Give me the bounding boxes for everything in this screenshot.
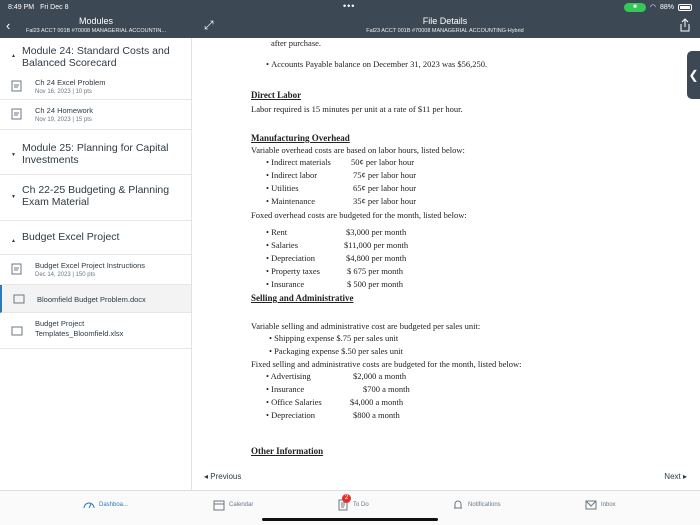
module-24-title: Module 24: Standard Costs and Balanced Scorecard	[22, 45, 170, 69]
row-name: Insurance	[271, 384, 305, 394]
sa-fixed-text: Fixed selling and administrative costs are budgeted for the month, listed below:	[251, 359, 522, 369]
multitask-dots-icon[interactable]: •••	[343, 1, 356, 11]
assignment-icon	[11, 108, 23, 120]
modules-sidebar	[0, 38, 192, 490]
row-text: Shipping expense $.75 per sales unit	[274, 333, 399, 343]
other-info-heading: Other Information	[251, 446, 324, 456]
fix-val: $4,800 per month	[346, 253, 407, 263]
sa-fix-val: $4,000 a month	[350, 397, 404, 407]
share-icon[interactable]	[679, 18, 691, 32]
wifi-icon: ◠	[649, 4, 656, 11]
var-row: • Maintenance	[266, 196, 316, 206]
list-item[interactable]	[0, 313, 191, 349]
panel-toggle-chevron-icon[interactable]: ❮	[687, 51, 700, 99]
app-header	[0, 14, 700, 38]
tab-label: To Do	[353, 502, 369, 508]
variable-overhead-text: Variable overhead costs are based on labor hours, listed below:	[251, 145, 465, 155]
item-title: Budget Excel Project Instructions	[35, 261, 146, 270]
document-viewer[interactable]	[193, 38, 700, 462]
item-meta: Nov 16, 2023 | 10 pts	[35, 89, 92, 95]
tab-calendar[interactable]	[213, 499, 253, 511]
sa-fix-val: $800 a month	[353, 410, 400, 420]
ap-text: Accounts Payable balance on December 31, 2023 was $56,250.	[271, 59, 488, 69]
item-meta: Nov 19, 2023 | 15 pts	[35, 117, 92, 123]
modules-subtitle: Fal23 ACCT 001B #70008 MANAGERIAL ACCOUNTIN...	[25, 28, 166, 34]
pager	[193, 462, 700, 490]
var-val: 35¢ per labor hour	[353, 196, 417, 206]
status-bar	[0, 0, 700, 14]
row-name: Office Salaries	[271, 397, 322, 407]
calendar-icon	[213, 499, 225, 511]
fix-val: $ 675 per month	[347, 266, 403, 276]
row-name: Indirect materials	[271, 157, 331, 167]
sa-fix-row: • Depreciation	[266, 410, 316, 420]
sa-fix-val: $700 a month	[363, 384, 410, 394]
tab-notifications[interactable]	[452, 499, 501, 511]
tab-label: Dashboa...	[99, 502, 129, 508]
modules-title: Modules	[78, 16, 114, 26]
mfg-overhead-heading: Manufacturing Overhead	[251, 133, 350, 143]
tab-label: Inbox	[601, 502, 616, 508]
next-label: Next	[664, 472, 681, 481]
row-name: Salaries	[271, 240, 299, 250]
home-indicator[interactable]	[262, 518, 438, 521]
sa-fix-row: • Advertising	[266, 371, 311, 381]
sa-fix-row: • Insurance	[266, 384, 305, 394]
row-name: Depreciation	[271, 410, 316, 420]
fix-val: $ 500 per month	[347, 279, 403, 289]
var-val: 50¢ per labor hour	[351, 157, 415, 167]
row-name: Maintenance	[271, 196, 316, 206]
tab-inbox[interactable]	[585, 499, 616, 511]
module-budget-title: Budget Excel Project	[22, 231, 120, 243]
tab-bar	[0, 490, 700, 525]
row-text: Packaging expense $.50 per sales unit	[274, 346, 403, 356]
row-name: Indirect labor	[271, 170, 318, 180]
item-meta: Dec 14, 2023 | 150 pts	[35, 272, 96, 278]
module-ch22-header[interactable]	[0, 175, 191, 221]
expand-icon[interactable]: ⤢	[204, 18, 214, 32]
status-date: Fri Dec 8	[40, 3, 69, 11]
collapse-triangle-icon: ▲	[11, 238, 16, 244]
doc-bullet: • Accounts Payable balance on December 31, 2023 was $56,250.	[266, 59, 488, 69]
var-val: 65¢ per labor hour	[353, 183, 417, 193]
next-button[interactable]: Next ▸	[664, 472, 687, 481]
assignment-icon	[11, 263, 23, 275]
fix-row: • Insurance	[266, 279, 305, 289]
row-name: Property taxes	[271, 266, 320, 276]
file-details-title: File Details	[422, 16, 468, 26]
module-budget-header[interactable]	[0, 221, 191, 255]
back-chevron-icon[interactable]: ‹	[6, 18, 11, 33]
todo-badge: 2	[342, 494, 351, 503]
dashboard-icon	[83, 499, 95, 511]
battery-percent: 88%	[659, 3, 674, 11]
var-val: 75¢ per labor hour	[353, 170, 417, 180]
sa-fix-val: $2,000 a month	[353, 371, 407, 381]
direct-labor-text: Labor required is 15 minutes per unit at a rate of $11 per hour.	[251, 104, 463, 114]
file-icon	[13, 293, 25, 305]
list-item[interactable]	[0, 255, 191, 285]
item-title: Budget Project Templates_Bloomfield.xlsx	[35, 319, 124, 338]
var-row: • Indirect labor	[266, 170, 318, 180]
selling-admin-heading: Selling and Administrative	[251, 293, 354, 303]
direct-labor-heading: Direct Labor	[251, 90, 302, 100]
previous-button[interactable]: ◂ Previous	[204, 472, 242, 481]
doc-line: after purchase.	[271, 38, 322, 48]
inbox-icon	[585, 499, 597, 511]
fix-row: • Rent	[266, 227, 288, 237]
expand-triangle-icon: ▼	[11, 152, 16, 158]
tab-label: Calendar	[229, 502, 254, 508]
fix-row: • Depreciation	[266, 253, 316, 263]
var-row: • Indirect materials	[266, 157, 331, 167]
fix-row: • Property taxes	[266, 266, 320, 276]
item-title: Ch 24 Excel Problem	[35, 78, 106, 87]
row-name: Insurance	[271, 279, 305, 289]
row-name: Depreciation	[271, 253, 316, 263]
module-ch22-title: Ch 22-25 Budgeting & Planning Exam Material	[22, 184, 170, 208]
module-24-header[interactable]	[0, 38, 191, 82]
fix-row: • Salaries	[266, 240, 299, 250]
expand-triangle-icon: ▼	[11, 194, 16, 200]
item-title: Ch 24 Homework	[35, 106, 93, 115]
item-title: Bloomfield Budget Problem.docx	[37, 295, 146, 304]
var-row: • Utilities	[266, 183, 299, 193]
row-name: Advertising	[270, 371, 311, 381]
bell-icon	[452, 499, 464, 511]
collapse-triangle-icon: ▲	[11, 53, 16, 59]
status-time: 8:49 PM	[8, 3, 35, 11]
camera-indicator-icon: ■	[624, 3, 646, 12]
tab-label: Notifications	[468, 502, 501, 508]
row-name: Rent	[271, 227, 288, 237]
row-name: Utilities	[271, 183, 299, 193]
fixed-overhead-text: Foxed overhead costs are budgeted for the month, listed below:	[251, 210, 467, 220]
fix-val: $3,000 per month	[346, 227, 407, 237]
fix-val: $11,000 per month	[344, 240, 409, 250]
sa-variable-text: Variable selling and administrative cost are budgeted per sales unit:	[251, 321, 481, 331]
file-details-subtitle: Fal23 ACCT 001B #70008 MANAGERIAL ACCOUNTING-Hybrid	[366, 28, 524, 34]
assignment-icon	[11, 80, 23, 92]
file-icon	[11, 325, 23, 337]
list-item-selected[interactable]	[0, 285, 191, 313]
sa-fix-row: • Office Salaries	[266, 397, 322, 407]
battery-icon	[678, 4, 692, 11]
module-25-header[interactable]	[0, 130, 191, 175]
sa-var-row: • Packaging expense $.50 per sales unit	[269, 346, 403, 356]
sa-var-row: • Shipping expense $.75 per sales unit	[269, 333, 399, 343]
module-25-title: Module 25: Planning for Capital Investments	[22, 142, 169, 166]
list-item[interactable]	[0, 78, 191, 100]
tab-dashboard[interactable]	[83, 499, 128, 511]
previous-label: Previous	[210, 472, 242, 481]
list-item[interactable]	[0, 100, 191, 130]
